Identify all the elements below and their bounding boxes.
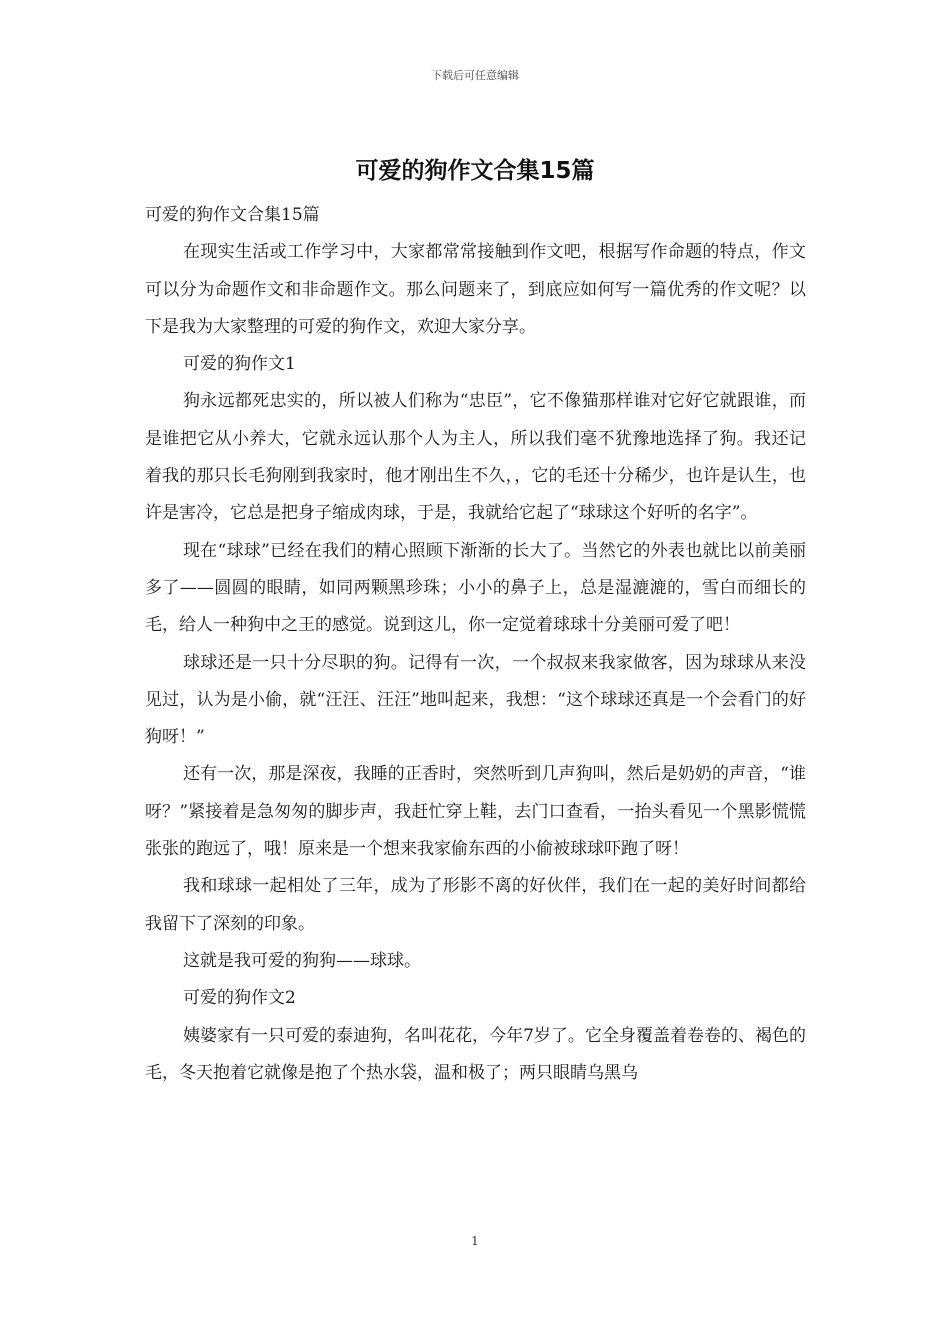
section-heading: 可爱的狗作文2 xyxy=(183,988,296,1009)
header-note: 下载后可任意编辑 xyxy=(431,69,519,82)
document-title: 可爱的狗作文合集15篇 xyxy=(355,158,595,184)
paragraph: 这就是我可爱的狗狗——球球。 xyxy=(183,950,421,971)
paragraph: 球球还是一只十分尽职的狗。记得有一次，一个叔叔来我家做客，因为球球从来没见过，认为是小偷，就“汪汪、汪汪”地叫起来，我想：“这个球球还真是一个会看门的好狗呀！” xyxy=(145,652,806,748)
paragraph: 还有一次，那是深夜，我睡的正香时，突然听到几声狗叫，然后是奶奶的声音，“谁呀？”紧接着是急匆匆的脚步声，我赶忙穿上鞋，去门口查看，一抬头看见一个黑影慌慌张张的跑远了，哦！原来是一个想来我家偷东西的小偷被球球吓跑了呀！ xyxy=(145,764,806,860)
paragraph: 狗永远都死忠实的，所以被人们称为“忠臣”，它不像猫那样谁对它好它就跟谁，而是谁把它从小养大，它就永远认那个人为主人，所以我们毫不犹豫地选择了狗。我还记着我的那只长毛狗刚到我家时，他才刚出生不久，，它的毛还十分稀少，也许是认生，也许是害冷，它总是把身子缩成肉球，于是，我就给它起了“球球这个好听的名字”。 xyxy=(145,391,806,524)
paragraph: 我和球球一起相处了三年，成为了形影不离的好伙伴，我们在一起的美好时间都给我留下了深刻的印象。 xyxy=(145,876,806,934)
document-body xyxy=(145,197,806,1092)
paragraph: 姨婆家有一只可爱的泰迪狗，名叫花花，今年7岁了。它全身覆盖着卷卷的、褐色的毛，冬天抱着它就像是抱了个热水袋，温和极了；两只眼睛乌黑乌 xyxy=(145,1025,806,1083)
page-number: 1 xyxy=(471,1234,479,1248)
paragraph: 现在“球球”已经在我们的精心照顾下渐渐的长大了。当然它的外表也就比以前美丽多了——圆圆的眼睛，如同两颗黑珍珠；小小的鼻子上，总是湿漉漉的，雪白而细长的毛，给人一种狗中之王的感觉。说到这儿，你一定觉着球球十分美丽可爱了吧！ xyxy=(145,540,806,636)
subtitle-line: 可爱的狗作文合集15篇 xyxy=(145,205,320,225)
section-heading: 可爱的狗作文1 xyxy=(183,354,296,375)
paragraph: 在现实生活或工作学习中，大家都常常接触到作文吧，根据写作命题的特点，作文可以分为命题作文和非命题作文。那么问题来了，到底应如何写一篇优秀的作文呢？以下是我为大家整理的可爱的狗作文，欢迎大家分享。 xyxy=(145,242,806,337)
